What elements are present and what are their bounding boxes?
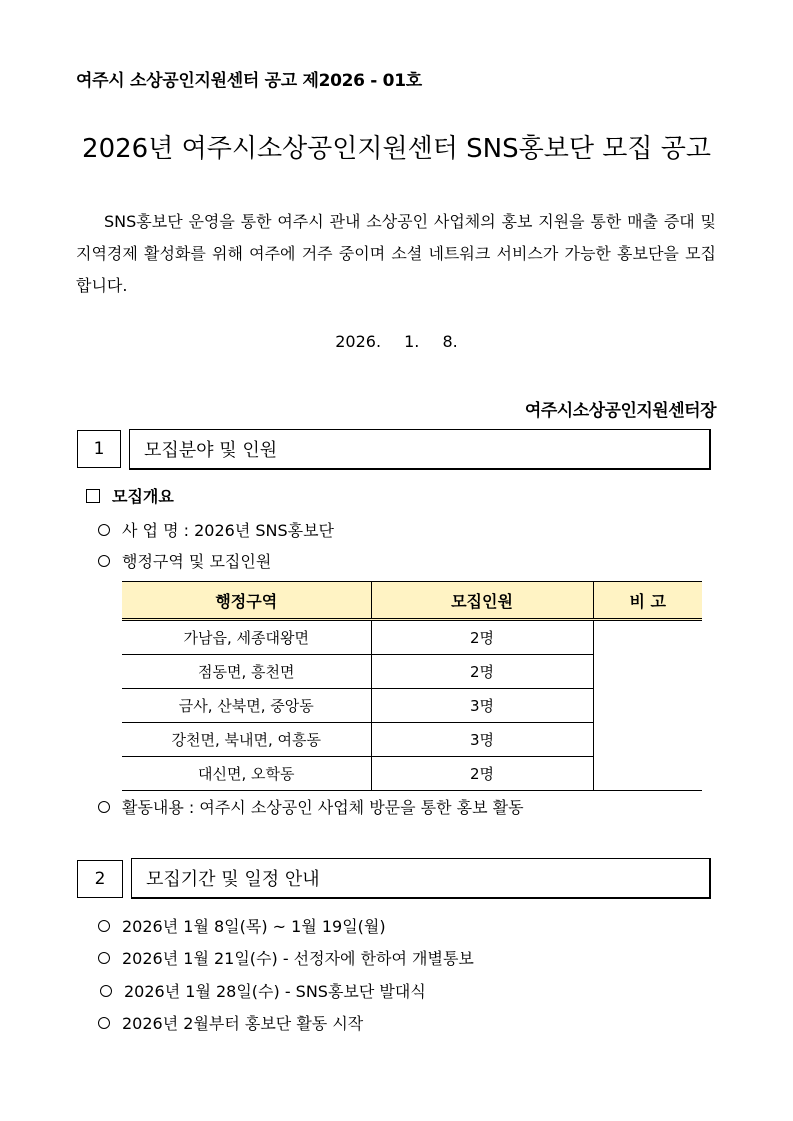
- bullet-text: 행정구역 및 모집인원: [122, 552, 272, 571]
- intro-text: SNS홍보단 운영을 통한 여주시 관내 소상공인 사업체의 홍보 지원을 통한 매출 증대 및 지역경제 활성화를 위해 여주에 거주 중이며 소셜 네트워크 서비스가 가능한 홍보단을 모집합니다.: [76, 212, 716, 295]
- circle-bullet-icon: [98, 524, 110, 536]
- bullet-district: [98, 549, 271, 572]
- square-bullet-icon: [86, 489, 100, 503]
- section-2-number: 2: [77, 860, 123, 898]
- intro-paragraph: [76, 206, 716, 302]
- signer: 여주시소상공인지원센터장: [524, 401, 716, 421]
- bullet-text: 2026년 2월부터 홍보단 활동 시작: [122, 1014, 364, 1033]
- circle-bullet-icon: [98, 952, 110, 964]
- header-district: 행정구역: [122, 582, 371, 620]
- circle-bullet-icon: [98, 920, 110, 932]
- cell-count: 3명: [371, 723, 593, 757]
- bullet-schedule-notice: [98, 946, 474, 969]
- circle-bullet-icon: [98, 555, 110, 567]
- circle-bullet-icon: [98, 801, 110, 813]
- bullet-text: 2026년 1월 21일(수) - 선정자에 한하여 개별통보: [122, 949, 474, 968]
- cell-count: 2명: [371, 757, 593, 791]
- bullet-text: 2026년 1월 28일(수) - SNS홍보단 발대식: [124, 982, 426, 1001]
- bullet-text: 2026년 1월 8일(목) ~ 1월 19일(월): [122, 917, 386, 936]
- table-row: [122, 620, 702, 655]
- bullet-schedule-start: [98, 1011, 363, 1034]
- header-count: 모집인원: [371, 582, 593, 620]
- subheading-recruit-overview: [86, 484, 174, 507]
- circle-bullet-icon: [98, 1017, 110, 1029]
- page-title: 2026년 여주시소상공인지원센터 SNS홍보단 모집 공고: [82, 134, 711, 164]
- cell-district: 강천면, 북내면, 여흥동: [122, 723, 371, 757]
- cell-count: 2명: [371, 620, 593, 655]
- section-1-title: 모집분야 및 인원: [129, 429, 711, 470]
- section-1-number: 1: [77, 430, 121, 468]
- bullet-schedule-period: [98, 914, 386, 937]
- bullet-text: 사 업 명 : 2026년 SNS홍보단: [122, 521, 335, 540]
- cell-count: 2명: [371, 655, 593, 689]
- bullet-schedule-launch: [100, 979, 426, 1002]
- bullet-activity: [98, 795, 524, 818]
- cell-remark: [593, 620, 702, 791]
- bullet-text: 활동내용 : 여주시 소상공인 사업체 방문을 통한 홍보 활동: [122, 798, 524, 817]
- cell-district: 금사, 산북면, 중앙동: [122, 689, 371, 723]
- header-remark: 비 고: [593, 582, 702, 620]
- notice-date: 2026. 1. 8.: [335, 332, 458, 351]
- subheading-text: 모집개요: [112, 487, 174, 506]
- recruit-table: [122, 581, 702, 791]
- cell-district: 대신면, 오학동: [122, 757, 371, 791]
- notice-number: 여주시 소상공인지원센터 공고 제2026 - 01호: [76, 71, 422, 91]
- table-header-row: [122, 582, 702, 620]
- cell-district: 점동면, 흥천면: [122, 655, 371, 689]
- section-2-title: 모집기간 및 일정 안내: [131, 858, 711, 899]
- cell-count: 3명: [371, 689, 593, 723]
- bullet-project-name: [98, 518, 334, 541]
- cell-district: 가남읍, 세종대왕면: [122, 620, 371, 655]
- circle-bullet-icon: [100, 985, 112, 997]
